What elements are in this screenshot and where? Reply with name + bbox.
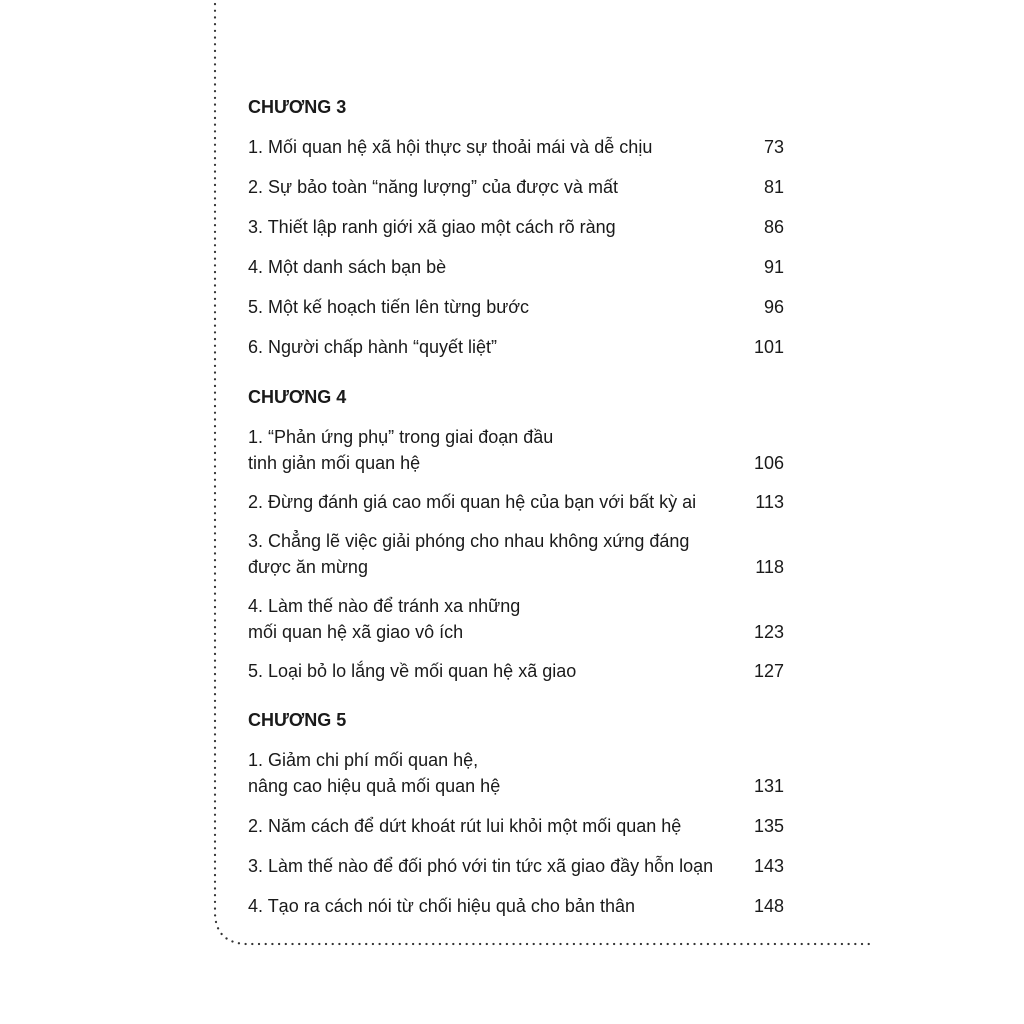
toc-entry — [248, 489, 784, 515]
chapter-title: CHƯƠNG 4 — [248, 387, 347, 407]
toc-entry — [248, 424, 784, 476]
toc-entry — [248, 294, 784, 320]
toc-entry — [248, 853, 784, 879]
chapter-5-section — [248, 707, 784, 919]
entry-page-number: 73 — [763, 137, 784, 157]
entry-page-number: 101 — [753, 337, 784, 357]
entry-page-number: 127 — [753, 661, 784, 681]
entry-title: 3. Thiết lập ranh giới xã giao một cách rõ ràng — [248, 217, 616, 237]
toc-entry — [248, 214, 784, 240]
entry-title: 1. Giảm chi phí mối quan hệ, nâng cao hiệu quả mối quan hệ — [248, 750, 501, 796]
entry-title: 4. Làm thế nào để tránh xa những mối quan hệ xã giao vô ích — [248, 596, 521, 642]
toc-entry — [248, 334, 784, 360]
entry-page-number: 86 — [763, 217, 784, 237]
toc-entry — [248, 134, 784, 160]
entry-page-number: 113 — [755, 492, 784, 512]
entry-page-number: 106 — [753, 453, 784, 473]
chapter-entries — [248, 134, 784, 360]
toc-entry — [248, 813, 784, 839]
chapter-entries — [248, 424, 784, 684]
entry-title: 1. “Phản ứng phụ” trong giai đoạn đầu tinh giản mối quan hệ — [248, 427, 554, 473]
entry-page-number: 148 — [753, 896, 784, 916]
entry-title: 5. Một kế hoạch tiến lên từng bước — [248, 297, 530, 317]
entry-page-number: 123 — [753, 622, 784, 642]
entry-title: 6. Người chấp hành “quyết liệt” — [248, 337, 497, 357]
entry-title: 4. Một danh sách bạn bè — [248, 257, 447, 277]
entry-title: 3. Làm thế nào để đối phó với tin tức xã giao đầy hỗn loạn — [248, 856, 714, 876]
chapter-title: CHƯƠNG 3 — [248, 97, 347, 117]
entry-page-number: 131 — [753, 776, 784, 796]
entry-title: 2. Năm cách để dứt khoát rút lui khỏi một mối quan hệ — [248, 816, 682, 836]
toc-entry — [248, 254, 784, 280]
entry-page-number: 91 — [763, 257, 784, 277]
chapter-title: CHƯƠNG 5 — [248, 710, 347, 730]
chapter-4-section — [248, 384, 784, 684]
chapter-entries — [248, 747, 784, 919]
toc-entry — [248, 893, 784, 919]
entry-title: 4. Tạo ra cách nói từ chối hiệu quả cho bản thân — [248, 896, 635, 916]
toc-entry — [248, 658, 784, 684]
entry-title: 2. Đừng đánh giá cao mối quan hệ của bạn với bất kỳ ai — [248, 492, 697, 512]
entry-title: 3. Chẳng lẽ việc giải phóng cho nhau không xứng đáng được ăn mừng — [248, 531, 690, 577]
entry-page-number: 96 — [763, 297, 784, 317]
entry-page-number: 81 — [763, 177, 784, 197]
entry-title: 5. Loại bỏ lo lắng về mối quan hệ xã giao — [248, 661, 577, 681]
toc-entry — [248, 747, 784, 799]
toc-entry — [248, 528, 784, 580]
toc-entry — [248, 174, 784, 200]
toc-entry — [248, 593, 784, 645]
entry-page-number: 118 — [755, 557, 784, 577]
entry-page-number: 135 — [753, 816, 784, 836]
chapter-3-section — [248, 94, 784, 360]
table-of-contents — [248, 94, 784, 919]
entry-title: 2. Sự bảo toàn “năng lượng” của được và mất — [248, 177, 618, 197]
entry-page-number: 143 — [753, 856, 784, 876]
entry-title: 1. Mối quan hệ xã hội thực sự thoải mái và dễ chịu — [248, 137, 653, 157]
